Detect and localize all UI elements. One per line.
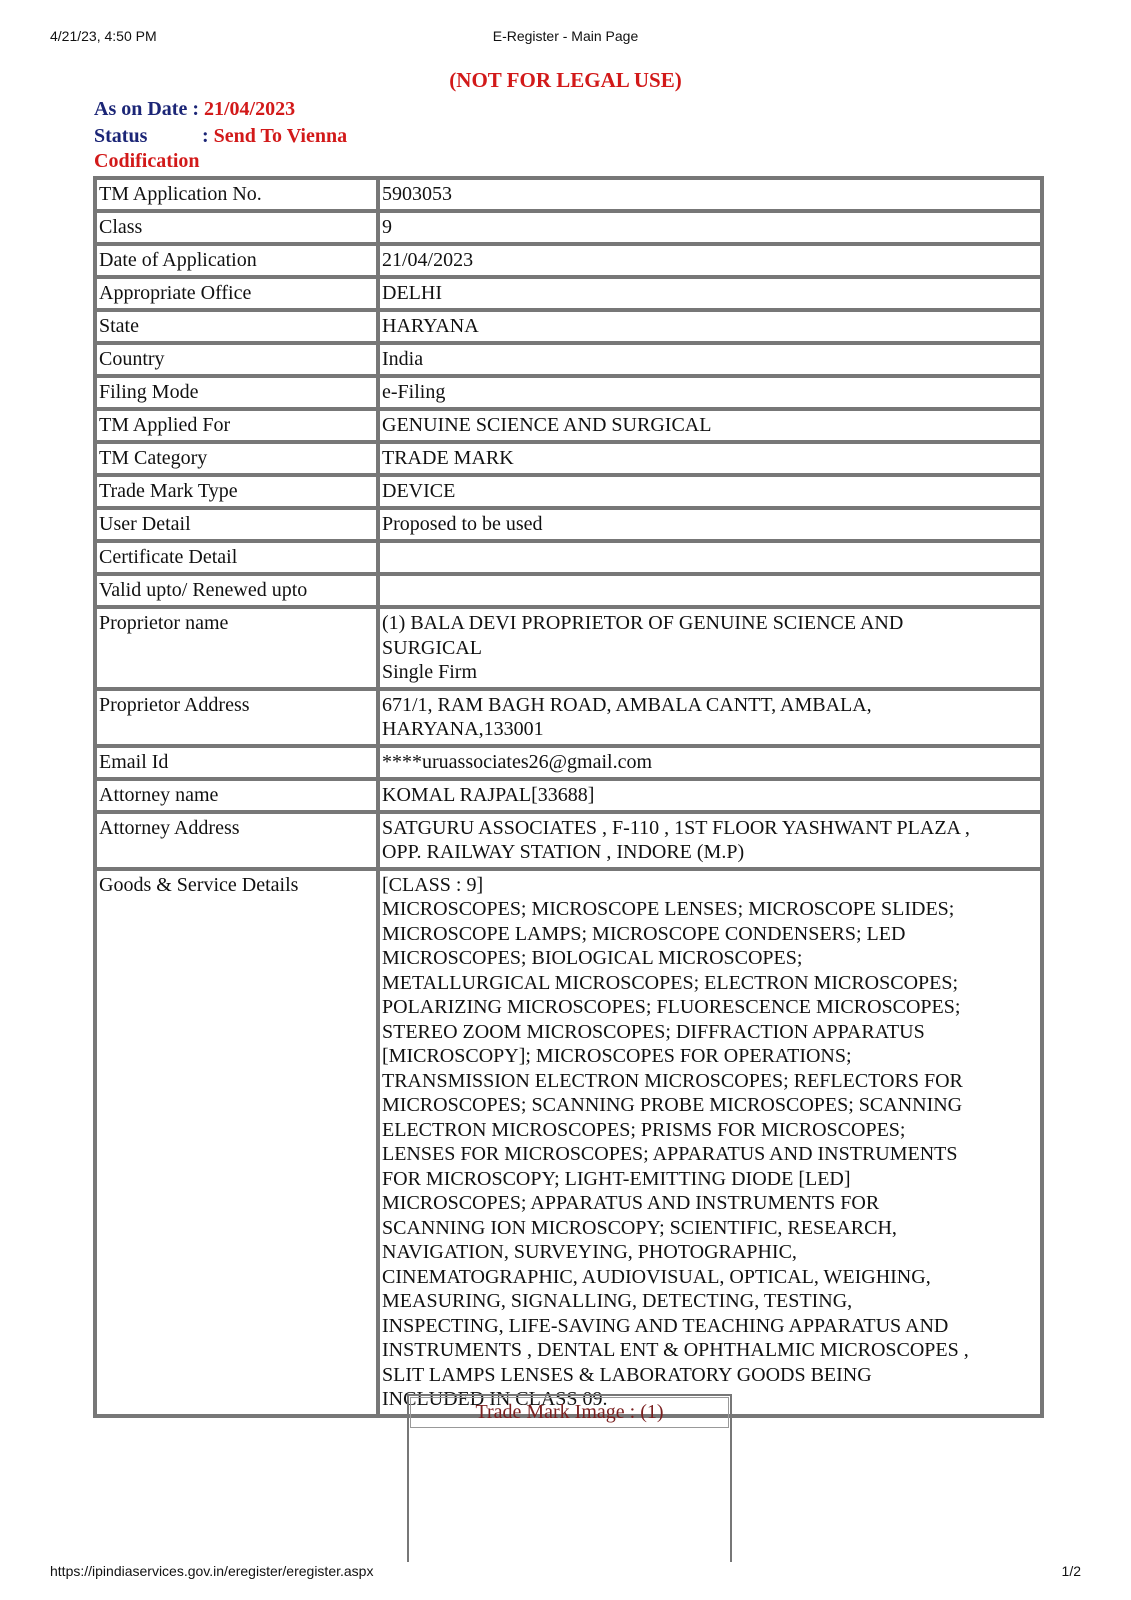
field-value-line: MICROSCOPE LAMPS; MICROSCOPE CONDENSERS; LED <box>382 922 906 945</box>
table-row <box>95 812 1042 869</box>
field-value-line: CINEMATOGRAPHIC, AUDIOVISUAL, OPTICAL, WEIGHING, <box>382 1265 931 1288</box>
field-value-line: SATGURU ASSOCIATES , F-110 , 1ST FLOOR YASHWANT PLAZA , <box>382 816 970 839</box>
field-value-line: Proposed to be used <box>382 513 543 535</box>
field-value-line: SURGICAL <box>382 636 483 659</box>
field-label: Proprietor name <box>95 607 378 689</box>
table-row <box>95 178 1042 211</box>
field-value <box>378 689 1042 746</box>
field-value-line: India <box>382 348 424 370</box>
field-label: Attorney name <box>95 779 378 812</box>
status-label: Status <box>94 125 148 147</box>
as-on-date-value: 21/04/2023 <box>204 98 296 120</box>
field-value-line: 5903053 <box>382 183 452 205</box>
field-value-line: MICROSCOPES; SCANNING PROBE MICROSCOPES; SCANNING <box>382 1094 963 1116</box>
field-value <box>378 508 1042 541</box>
field-label: Date of Application <box>95 244 378 277</box>
field-value-line: HARYANA <box>382 315 479 337</box>
field-label: State <box>95 310 378 343</box>
field-value-line: 21/04/2023 <box>382 249 474 271</box>
field-value-line: MEASURING, SIGNALLING, DETECTING, TESTING, <box>382 1290 853 1312</box>
field-value-line: MICROSCOPES; MICROSCOPE LENSES; MICROSCOPE SLIDES; <box>382 898 955 920</box>
table-row <box>95 244 1042 277</box>
field-value <box>378 475 1042 508</box>
field-value-line: SLIT LAMPS LENSES & LABORATORY GOODS BEING <box>382 1363 872 1386</box>
field-value <box>378 869 1042 1416</box>
field-value-line: HARYANA,133001 <box>382 718 544 740</box>
field-value <box>378 277 1042 310</box>
field-value-line: (1) BALA DEVI PROPRIETOR OF GENUINE SCIENCE AND <box>382 612 904 634</box>
field-value <box>378 812 1042 869</box>
field-value <box>378 376 1042 409</box>
field-value <box>378 244 1042 277</box>
field-label: Valid upto/ Renewed upto <box>95 574 378 607</box>
field-value <box>378 607 1042 689</box>
field-value-line: MICROSCOPES; APPARATUS AND INSTRUMENTS FOR <box>382 1192 880 1214</box>
field-value <box>378 746 1042 779</box>
table-row <box>95 689 1042 746</box>
as-on-date-label: As on Date : <box>94 98 199 120</box>
field-label: TM Category <box>95 442 378 475</box>
field-value-line: INCLUDED IN CLASS 09. <box>382 1388 608 1410</box>
field-label: Proprietor Address <box>95 689 378 746</box>
field-value <box>378 442 1042 475</box>
field-value-line: [MICROSCOPY]; MICROSCOPES FOR OPERATIONS; <box>382 1045 852 1067</box>
field-value <box>378 541 1042 574</box>
field-value-line: INSPECTING, LIFE-SAVING AND TEACHING APPARATUS AND <box>382 1314 949 1337</box>
field-value-line: MICROSCOPES; BIOLOGICAL MICROSCOPES; <box>382 947 803 969</box>
field-value-line: ****uruassociates26@gmail.com <box>382 750 653 773</box>
field-label: Appropriate Office <box>95 277 378 310</box>
table-row <box>95 343 1042 376</box>
field-value <box>378 310 1042 343</box>
field-value-line: METALLURGICAL MICROSCOPES; ELECTRON MICROSCOPES; <box>382 971 959 994</box>
print-header <box>0 28 1131 48</box>
trade-mark-image-caption: Trade Mark Image : (1) <box>410 1397 729 1428</box>
field-value-line: LENSES FOR MICROSCOPES; APPARATUS AND INSTRUMENTS <box>382 1143 958 1165</box>
table-row <box>95 746 1042 779</box>
field-value <box>378 409 1042 442</box>
field-value-line: TRADE MARK <box>382 447 514 469</box>
field-value-line: SCANNING ION MICROSCOPY; SCIENTIFIC, RESEARCH, <box>382 1216 897 1239</box>
field-label: Attorney Address <box>95 812 378 869</box>
field-label: Class <box>95 211 378 244</box>
field-value-line: INSTRUMENTS , DENTAL ENT & OPHTHALMIC MICROSCOPES , <box>382 1339 969 1361</box>
not-for-legal-use-notice: (NOT FOR LEGAL USE) <box>449 68 682 92</box>
trade-mark-image-panel <box>407 1394 732 1562</box>
field-value-line: [CLASS : 9] <box>382 873 484 896</box>
page-url: https://ipindiaservices.gov.in/eregister/eregister.aspx <box>50 1563 374 1579</box>
field-label: TM Application No. <box>95 178 378 211</box>
field-label: Goods & Service Details <box>95 869 378 1416</box>
field-value-line: DELHI <box>382 282 442 304</box>
table-row <box>95 574 1042 607</box>
field-label: TM Applied For <box>95 409 378 442</box>
field-value-line: STEREO ZOOM MICROSCOPES; DIFFRACTION APPARATUS <box>382 1020 925 1043</box>
table-row <box>95 475 1042 508</box>
field-value-line: Single Firm <box>382 661 478 683</box>
field-label: Trade Mark Type <box>95 475 378 508</box>
field-value <box>378 178 1042 211</box>
field-value <box>378 211 1042 244</box>
field-value-line: NAVIGATION, SURVEYING, PHOTOGRAPHIC, <box>382 1241 797 1263</box>
field-value-line: OPP. RAILWAY STATION , INDORE (M.P) <box>382 841 745 863</box>
field-value-line: KOMAL RAJPAL[33688] <box>382 783 595 806</box>
table-row <box>95 869 1042 1416</box>
field-label: Certificate Detail <box>95 541 378 574</box>
field-value <box>378 343 1042 376</box>
table-row <box>95 779 1042 812</box>
print-datetime: 4/21/23, 4:50 PM <box>50 28 157 44</box>
field-value-line: 9 <box>382 216 392 238</box>
table-row <box>95 211 1042 244</box>
field-label: Filing Mode <box>95 376 378 409</box>
print-page-title: E-Register - Main Page <box>492 28 639 44</box>
page-number: 1/2 <box>1061 1563 1081 1579</box>
status <box>94 123 347 149</box>
field-value-line: TRANSMISSION ELECTRON MICROSCOPES; REFLECTORS FOR <box>382 1069 963 1092</box>
table-row <box>95 607 1042 689</box>
field-value-line: DEVICE <box>382 480 456 502</box>
table-row <box>95 541 1042 574</box>
field-value <box>378 779 1042 812</box>
field-value-line: ELECTRON MICROSCOPES; PRISMS FOR MICROSCOPES; <box>382 1118 906 1141</box>
table-row <box>95 310 1042 343</box>
field-label: User Detail <box>95 508 378 541</box>
field-value-line: e-Filing <box>382 381 446 403</box>
status-value-continued: Codification <box>94 150 200 172</box>
field-value-line: POLARIZING MICROSCOPES; FLUORESCENCE MICROSCOPES; <box>382 996 961 1018</box>
field-label: Email Id <box>95 746 378 779</box>
table-row <box>95 442 1042 475</box>
field-value-line: GENUINE SCIENCE AND SURGICAL <box>382 414 712 436</box>
field-value-line: 671/1, RAM BAGH ROAD, AMBALA CANTT, AMBALA, <box>382 693 872 716</box>
status-separator: : <box>202 125 209 147</box>
table-row <box>95 409 1042 442</box>
table-row <box>95 277 1042 310</box>
as-on-date <box>94 96 295 122</box>
field-value <box>378 574 1042 607</box>
application-details-table <box>93 176 1044 1418</box>
table-row <box>95 376 1042 409</box>
field-value-line: FOR MICROSCOPY; LIGHT-EMITTING DIODE [LED] <box>382 1167 851 1190</box>
status-value: Send To Vienna <box>213 125 348 147</box>
print-footer <box>0 1563 1131 1583</box>
field-label: Country <box>95 343 378 376</box>
table-row <box>95 508 1042 541</box>
